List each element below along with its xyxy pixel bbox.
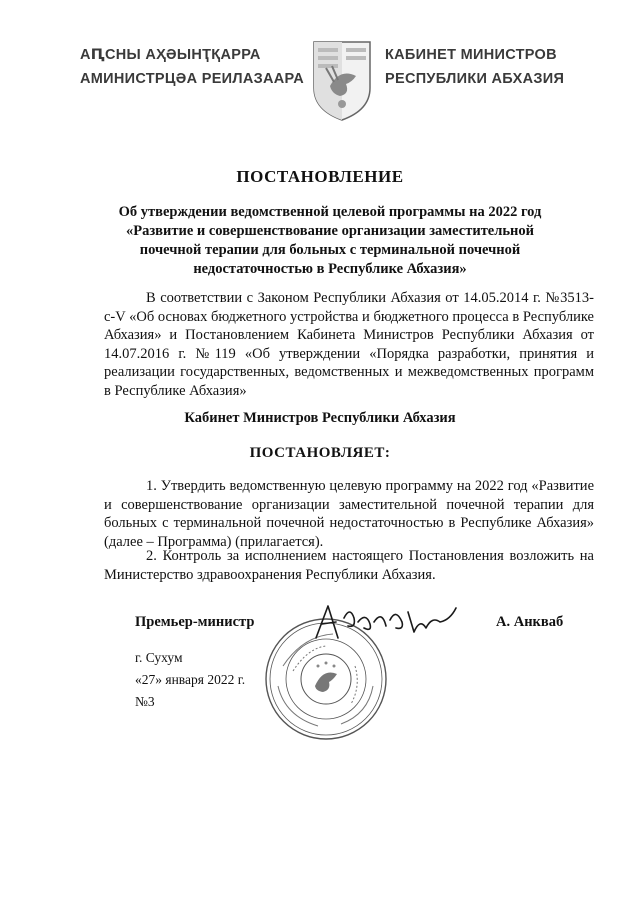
document-number: №3: [135, 694, 155, 709]
coat-of-arms-emblem: [312, 38, 372, 122]
header-right-line2: РЕСПУБЛИКИ АБХАЗИЯ: [385, 71, 565, 87]
decree-word: ПОСТАНОВЛЯЕТ:: [249, 445, 391, 461]
signatory-name: А. Анкваб: [496, 614, 564, 630]
header-right-line1: КАБИНЕТ МИНИСТРОВ: [385, 47, 557, 63]
issue-date: «27» января 2022 г.: [135, 672, 246, 687]
place-of-issue: г. Сухум: [135, 650, 183, 665]
handwritten-signature: [310, 598, 460, 648]
document-title: ПОСТАНОВЛЕНИЕ: [236, 167, 404, 186]
header-left-line1: АԤСНЫ АҲӘЫНҬҚАРРА: [80, 47, 261, 63]
header-right: [385, 43, 564, 91]
document-subtitle: Об утверждении ведомственной целевой программы на 2022 год «Развитие и совершенствование организации заместительной почечной терапии для больных с терминальной почечной недостаточностью в Республике Абхазия»: [118, 204, 542, 277]
header-left: [80, 43, 304, 91]
signatory-role: Премьер-министр: [135, 614, 255, 630]
header-left-line2: АМИНИСТРЦӘА РЕИЛАЗААРА: [80, 71, 305, 87]
preamble-paragraph: В соответствии с Законом Республики Абхазия от 14.05.2014 г. №3513-с-V «Об основах бюджетного устройства и бюджетного процесса в Республике Абхазия» и Постановлением Кабинета Министров Республики Абхазия от 14.07.2016 г. №119 «Об утверждении «Порядка разработки, принятия и реализации государственных, ведомственных и межведомственных программ в Республике Абхазия»: [104, 290, 594, 399]
decree-item-1: 1. Утвердить ведомственную целевую программу на 2022 год «Развитие и совершенствование организации заместительной почечной терапии для больных с терминальной почечной недостаточностью в Республике Абхазия» (далее – Программа) (прилагается).: [104, 478, 594, 550]
decree-item-2: 2. Контроль за исполнением настоящего Постановления возложить на Министерство здравоохранения Республики Абхазия.: [104, 548, 594, 583]
issuer-line: Кабинет Министров Республики Абхазия: [184, 410, 456, 426]
